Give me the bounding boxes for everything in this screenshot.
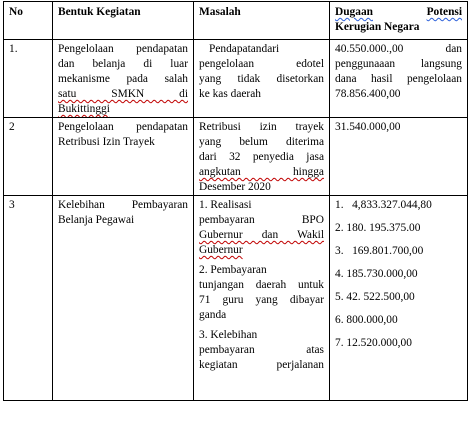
cell-masalah: [194, 196, 330, 401]
text-line: Gubernur: [199, 244, 243, 256]
value-line: 5. 42. 522.500,00: [335, 291, 415, 303]
text-line: penggunaaan langsung: [335, 58, 462, 70]
value-line: 6. 800.000,00: [335, 314, 398, 326]
table-header-row: [4, 2, 468, 40]
header-dugaan-line1: [335, 5, 462, 20]
value-line: 3. 169.801.700,00: [335, 245, 424, 257]
list-item: [199, 263, 324, 323]
value-line: 4. 185.730.000,00: [335, 268, 418, 280]
text-line: dana hasil pengelolaan: [335, 73, 462, 85]
text-line: Retribusi izin trayek: [199, 121, 324, 133]
header-potensi-word: Potensi: [426, 6, 462, 18]
text-line: Belanja Pegawai: [58, 214, 135, 226]
text-line: Desember 2020: [199, 181, 271, 193]
text-line: Bukittinggi: [58, 103, 110, 115]
text-line: pengelolaan edotel: [199, 58, 324, 70]
value-line: 7. 12.520.000,00: [335, 337, 412, 349]
findings-table: [3, 1, 468, 401]
text-line: dan belanja di luar: [58, 58, 188, 70]
header-dugaan-line2: Kerugian Negara: [335, 21, 420, 33]
cell-no: 2: [4, 118, 53, 196]
text-line: kegiatan perjalanan: [199, 359, 324, 371]
text-line: ke kas daerah: [199, 88, 261, 100]
text-line: Pendapatandari: [209, 43, 280, 55]
text-line: mekanisme pada salah: [58, 73, 188, 85]
text-line: 3. Kelebihan: [199, 329, 258, 341]
cell-kegiatan: [53, 196, 194, 401]
header-dugaan-potensi: [330, 2, 468, 40]
list-item: [199, 328, 324, 373]
header-bentuk-kegiatan: Bentuk Kegiatan: [53, 2, 194, 40]
text-line: yang tidak disetorkan: [199, 73, 324, 85]
text-line: dari 32 penyedia jasa: [199, 151, 324, 163]
text-line: satu SMKN di: [58, 88, 188, 100]
text-line: 40.550.000.,00 dan: [335, 43, 462, 55]
text-line: Retribusi Izin Trayek: [58, 136, 155, 148]
cell-kegiatan: [53, 118, 194, 196]
text-line: 1. Realisasi: [199, 199, 252, 211]
value-line: 2. 180. 195.375.00: [335, 222, 421, 234]
cell-masalah: [194, 40, 330, 118]
value-line: 1. 4,833.327.044,80: [335, 199, 432, 211]
cell-no: 3: [4, 196, 53, 401]
cell-dugaan: [330, 40, 468, 118]
text-line: 31.540.000,00: [335, 121, 401, 133]
text-line: 78.856.400,00: [335, 88, 401, 100]
text-line: 71 guru yang dibayar: [199, 294, 324, 306]
table-row: [4, 196, 468, 401]
text-line: pembayaran atas: [199, 344, 324, 356]
text-line: yang belum diterima: [199, 136, 324, 148]
text-line: ganda: [199, 309, 227, 321]
cell-no: 1.: [4, 40, 53, 118]
text-line: angkutan hingga: [199, 166, 324, 178]
text-line: 2. Pembayaran: [199, 264, 267, 276]
table-row: [4, 118, 468, 196]
text-line: Kelebihan Pembayaran: [58, 199, 188, 211]
cell-kegiatan: [53, 40, 194, 118]
text-line: Pengelolaan pendapatan: [58, 43, 188, 55]
text-line: pembayaran BPO: [199, 214, 324, 226]
header-dugaan-word: Dugaan: [335, 6, 373, 18]
table-row: [4, 40, 468, 118]
cell-masalah: [194, 118, 330, 196]
text-line: Pengelolaan pendapatan: [58, 121, 188, 133]
list-item: [199, 198, 324, 258]
text-line: tunjangan daerah untuk: [199, 279, 324, 291]
header-no: No: [4, 2, 53, 40]
text-line: Gubernur dan Wakil: [199, 229, 324, 241]
cell-dugaan: [330, 196, 468, 401]
cell-dugaan: [330, 118, 468, 196]
header-masalah: Masalah: [194, 2, 330, 40]
